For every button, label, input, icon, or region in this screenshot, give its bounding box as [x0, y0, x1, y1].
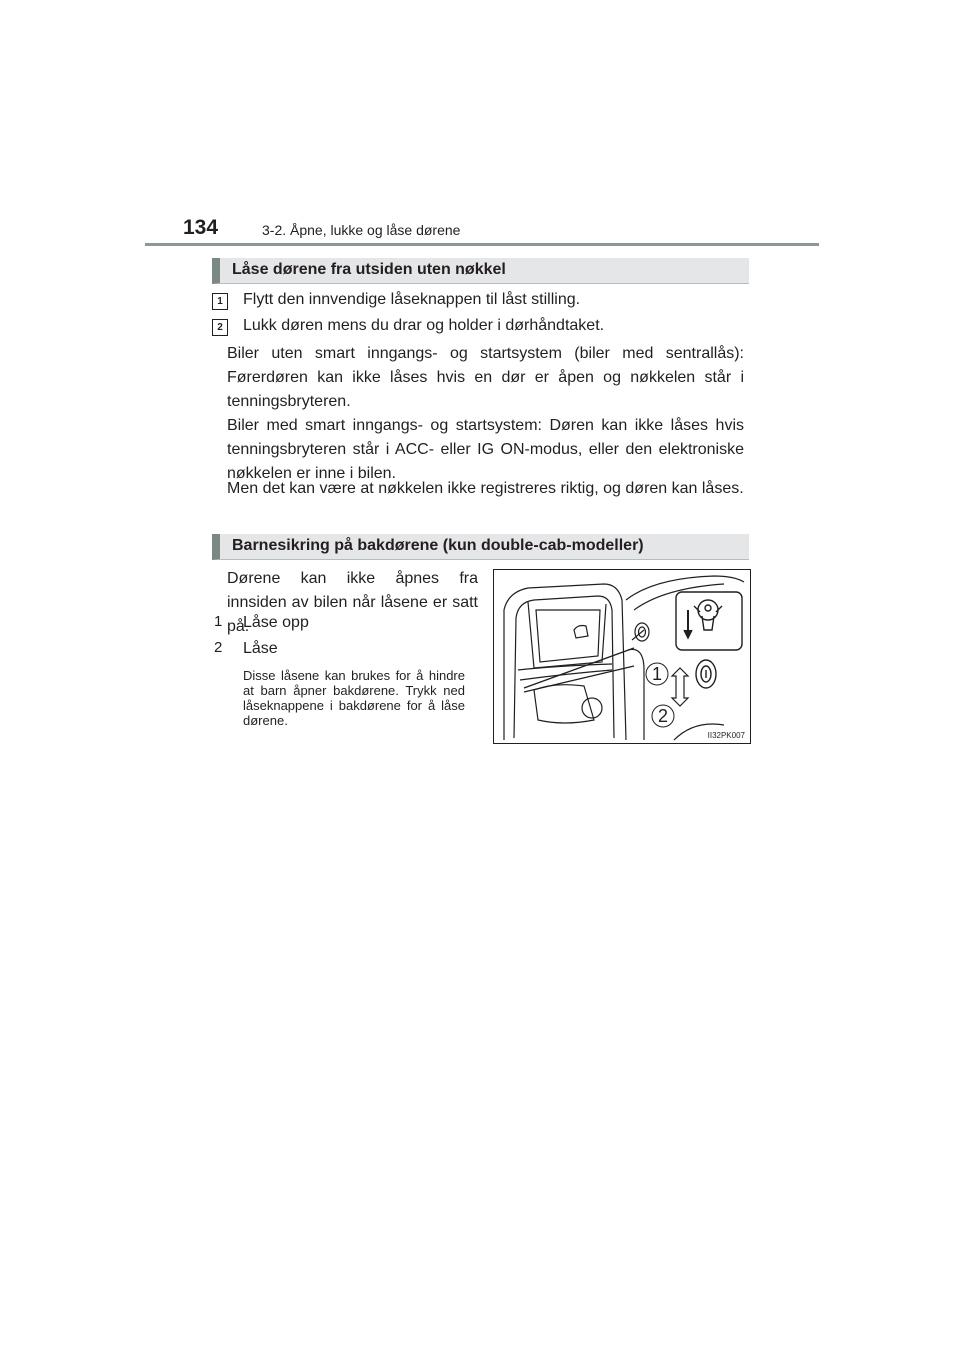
step-number-box: 1 [212, 293, 228, 310]
step-text: Lukk døren mens du drar og holder i dørhåndtaket. [243, 317, 605, 334]
step-number-box: 2 [212, 319, 228, 336]
page-number: 134 [183, 216, 219, 239]
paragraph: Dørene kan ikke åpnes fra innsiden av bilen når låsene er satt på. [227, 570, 478, 635]
section-title: Låse dørene fra utsiden uten nøkkel [232, 261, 506, 278]
item-text: Låse opp [243, 614, 309, 631]
child-lock-illustration [493, 569, 751, 744]
paragraph: Men det kan være at nøkkelen ikke registreres riktig, og døren kan låses. [227, 480, 744, 497]
figure-callout-2: 2 [658, 706, 669, 726]
note-text: Disse låsene kan brukes for å hindre at barn åpner bakdørene. Trykk ned låseknappene i bakdørene for å låse dørene. [243, 668, 465, 728]
step-text: Flytt den innvendige låseknappen til låst stilling. [243, 291, 581, 308]
item-number: 2 [214, 639, 223, 656]
header-divider [145, 243, 819, 246]
item-number: 1 [214, 613, 223, 630]
item-text: Låse [243, 640, 278, 657]
chapter-title: 3-2. Åpne, lukke og låse dørene [262, 222, 461, 238]
section-title: Barnesikring på bakdørene (kun double-cab-modeller) [232, 537, 644, 554]
figure-code: II32PK007 [707, 731, 745, 740]
door-drawing [494, 570, 750, 743]
section-heading-child-lock [212, 534, 749, 560]
figure-callout-1: 1 [652, 664, 663, 684]
paragraph: Biler med smart inngangs- og startsystem: Døren kan ikke låses hvis tenningsbryteren står i ACC- eller IG ON-modus, eller den elektroniske nøkkelen er inne i bilen. [227, 417, 744, 482]
paragraph: Biler uten smart inngangs- og startsystem (biler med sentrallås): Førerdøren kan ikke låses hvis en dør er åpen og nøkkelen står i tenningsbryteren. [227, 345, 744, 410]
section-heading-lock-without-key [212, 258, 749, 284]
